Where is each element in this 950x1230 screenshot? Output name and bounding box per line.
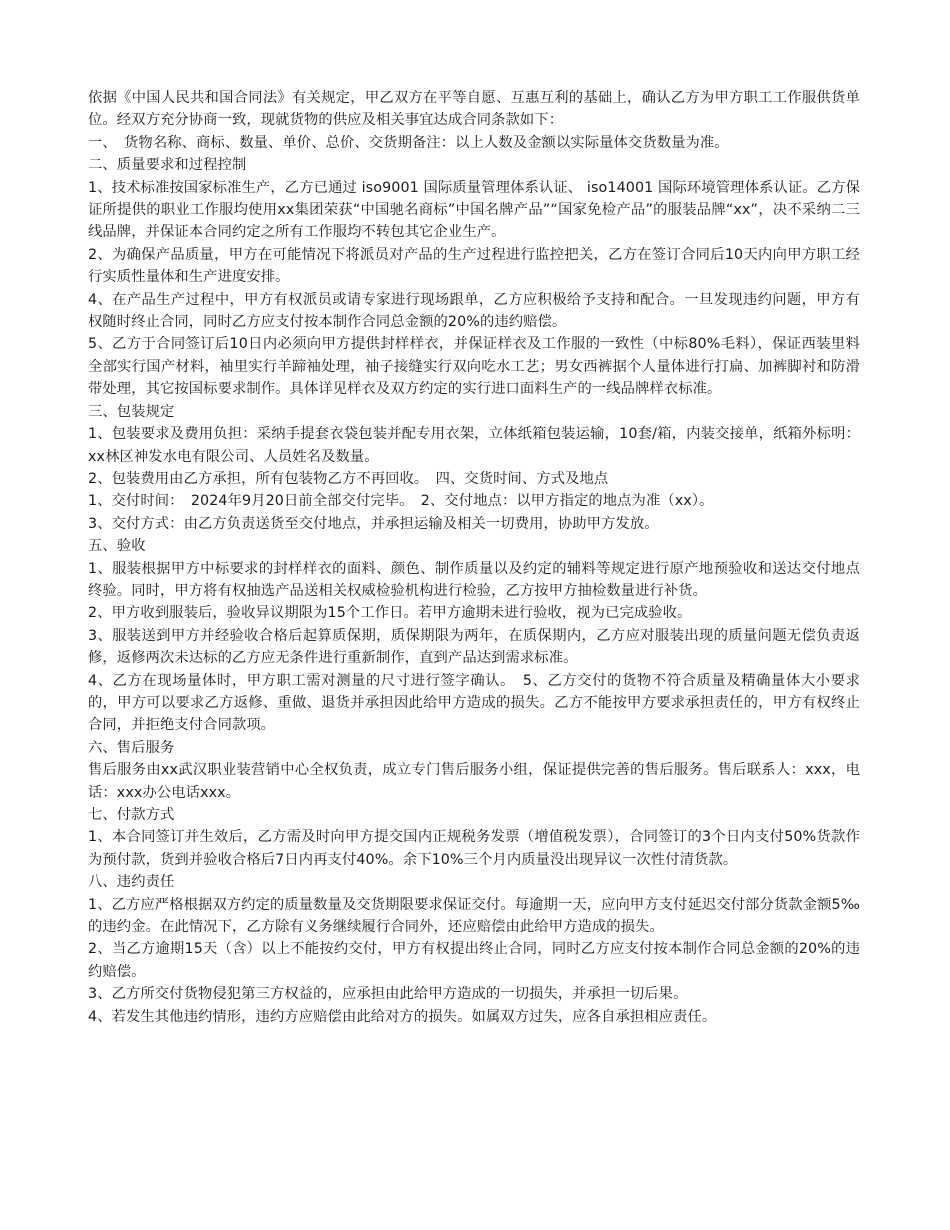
intro-paragraph: 依据《中国人民共和国合同法》有关规定，甲乙双方在平等自愿、互惠互利的基础上，确认乙方为甲方职工工作服供货单位。经双方充分协商一致，现就货物的供应及相关事宜达成合同条款如下： <box>88 90 860 129</box>
clause-packaging-1: 1、包装要求及费用负担：采纳手提套衣袋包装并配专用衣架，立体纸箱包装运输，10套/箱，内装交接单，纸箱外标明：xx林区神发水电有限公司、人员姓名及数量。 <box>88 426 860 465</box>
clause-acceptance-2: 2、甲方收到服装后，验收异议期限为15个工作日。若甲方逾期未进行验收，视为已完成验收。 <box>88 605 692 622</box>
clause-quality-1: 1、技术标准按国家标准生产，乙方已通过 iso9001 国际质量管理体系认证、 iso14001 国际环境管理体系认证。乙方保证所提供的职业工作服均使用xx集团荣获“中国驰名商标”中国名牌产品”“国家免检产品”的服装品牌“xx”，决不采纳二三线品牌，并保证本合同约定之所有工作服均不转包其它企业生产。 <box>88 179 860 241</box>
section-heading-after-sales: 六、售后服务 <box>88 739 175 756</box>
clause-quality-5: 5、乙方于合同签订后10日内必须向甲方提供封样样衣，并保证样衣及工作服的一致性（中标80%毛料），保证西装里料全部实行国产材料，袖里实行羊蹄袖处理，袖子接缝实行双向吃水工艺；男女西裤据个人量体进行打扁、加裤脚衬和防滑带处理，其它按国标要求制作。具体详见样衣及双方约定的实行进口面料生产的一线品牌样衣标准。 <box>88 336 860 398</box>
contract-document <box>88 87 860 1028</box>
clause-quality-4: 4、在产品生产过程中，甲方有权派员或请专家进行现场跟单，乙方应积极给予支持和配合。一旦发现违约问题，甲方有权随时终止合同，同时乙方应支付按本制作合同总金额的20%的违约赔偿。 <box>88 291 860 331</box>
clause-acceptance-1: 1、服装根据甲方中标要求的封样样衣的面料、颜色、制作质量以及约定的辅料等规定进行原产地预验收和送达交付地点终验。同时，甲方将有权抽选产品送相关权威检验机构进行检验，乙方按甲方抽检数量进行补货。 <box>88 560 860 599</box>
section-heading-acceptance: 五、验收 <box>88 538 146 555</box>
clause-delivery-1: 1、交付时间： 2024年9月20日前全部交付完毕。 2、交付地点：以甲方指定的地点为准（xx）。 <box>88 493 714 510</box>
clause-acceptance-3: 3、服装送到甲方并经验收合格后起算质保期，质保期限为两年，在质保期内，乙方应对服装出现的质量问题无偿负责返修，返修两次未达标的乙方应无条件进行重新制作，直到产品达到需求标准。 <box>88 627 860 667</box>
clause-goods: 一、 货物名称、商标、数量、单价、总价、交货期备注：以上人数及金额以实际量体交货数量为准。 <box>88 134 729 151</box>
clause-delivery-3: 3、交付方式：由乙方负责送货至交付地点，并承担运输及相关一切费用，协助甲方发放。 <box>88 515 659 532</box>
clause-liability-2: 2、当乙方逾期15天（含）以上不能按约交付，甲方有权提出终止合同，同时乙方应支付按本制作合同总金额的20%的违约赔偿。 <box>88 941 860 980</box>
section-heading-packaging: 三、包装规定 <box>88 403 175 420</box>
clause-liability-1: 1、乙方应严格根据双方约定的质量数量及交货期限要求保证交付。每逾期一天，应向甲方支付延迟交付部分货款金额5‰的违约金。在此情况下，乙方除有义务继续履行合同外，还应赔偿由此给甲方造成的损失。 <box>88 896 860 936</box>
section-heading-liability: 八、违约责任 <box>88 874 175 891</box>
clause-packaging-2: 2、包装费用由乙方承担，所有包装物乙方不再回收。 四、交货时间、方式及地点 <box>88 470 609 487</box>
clause-liability-3: 3、乙方所交付货物侵犯第三方权益的，应承担由此给甲方造成的一切损失，并承担一切后果。 <box>88 986 688 1003</box>
clause-after-sales: 售后服务由xx武汉职业装营销中心全权负责，成立专门售后服务小组，保证提供完善的售后服务。售后联系人：xxx，电话：xxx办公电话xxx。 <box>88 762 860 801</box>
clause-quality-2: 2、为确保产品质量，甲方在可能情况下将派员对产品的生产过程进行监控把关，乙方在签订合同后10天内向甲方职工经行实质性量体和生产进度安排。 <box>88 246 860 286</box>
section-heading-payment: 七、付款方式 <box>88 807 175 823</box>
clause-acceptance-4: 4、乙方在现场量体时，甲方职工需对测量的尺寸进行签字确认。 5、乙方交付的货物不符合质量及精确量体大小要求的，甲方可以要求乙方返修、重做、退货并承担因此给甲方造成的损失。乙方不能按甲方要求承担责任的，甲方有权终止合同，并拒绝支付合同款项。 <box>88 672 860 734</box>
clause-payment-1: 1、本合同签订并生效后，乙方需及时向甲方提交国内正规税务发票（增值税发票），合同签订的3个日内支付50%货款作为预付款，货到并验收合格后7日内再支付40%。余下10%三个月内质量没出现异议一次性付清货款。 <box>88 829 860 868</box>
section-heading-quality: 二、质量要求和过程控制 <box>88 157 247 174</box>
clause-liability-4: 4、若发生其他违约情形，违约方应赔偿由此给对方的损失。如属双方过失，应各自承担相应责任。 <box>88 1008 717 1025</box>
